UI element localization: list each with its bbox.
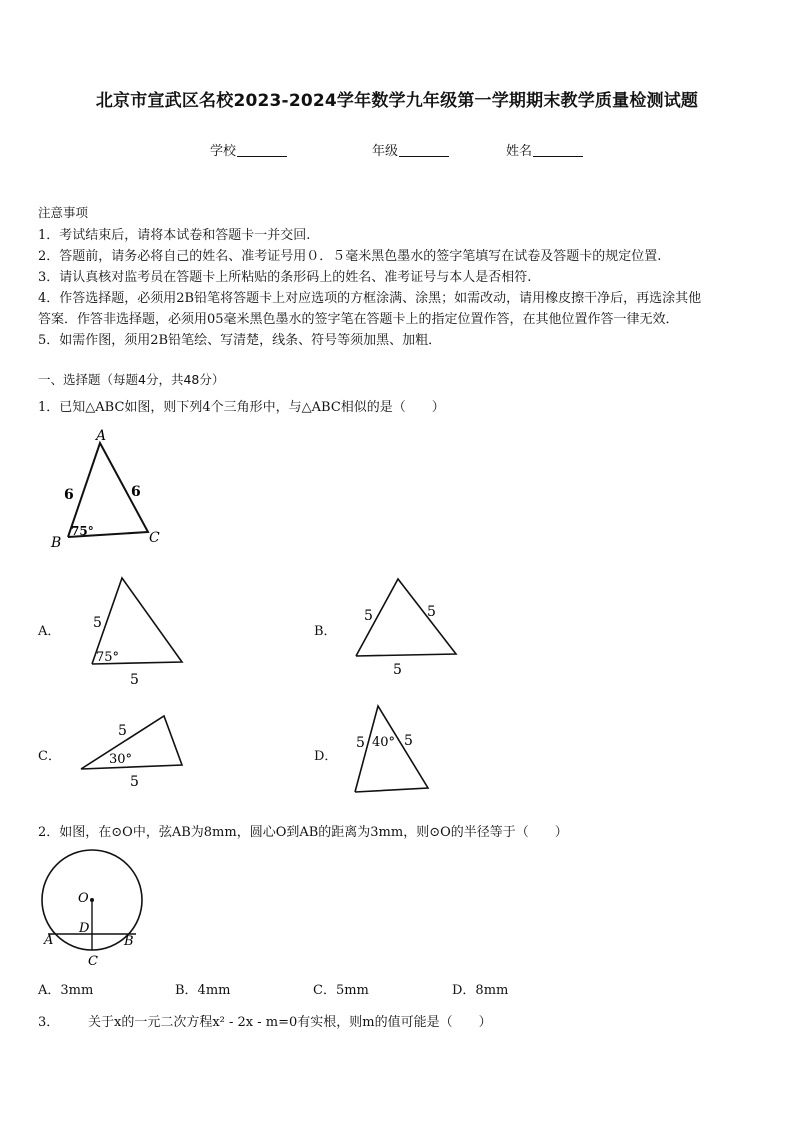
notice-item: 3．请认真核对监考员在答题卡上所粘贴的条形码上的姓名、准考证号与本人是否相符. <box>38 270 532 285</box>
grade-field <box>372 140 449 159</box>
option-d-left-side-label: 5 <box>356 735 365 751</box>
notice-item: 4．作答选择题，必须用2B铅笔将答题卡上对应选项的方框涂满、涂黑；如需改动，请用橡皮擦干净后，再选涂其他 <box>38 291 702 306</box>
option-a-triangle[interactable] <box>84 572 194 690</box>
notice-item: 答案．作答非选择题，必须用05毫米黑色墨水的签字笔在答题卡上的指定位置作答，在其他位置作答一律无效． <box>38 312 679 327</box>
option-b-left-side-label: 5 <box>364 608 373 624</box>
point-b-label: B <box>124 934 134 949</box>
notice-item: 1．考试结束后，请将本试卷和答题卡一并交回. <box>38 228 311 243</box>
grade-label: 年级 <box>372 144 399 159</box>
notice-heading: 注意事项 <box>38 205 89 220</box>
option-c-side-label: 5 <box>118 723 127 739</box>
option-c-triangle[interactable] <box>76 712 191 792</box>
grade-blank[interactable] <box>399 142 449 157</box>
vertex-a-label: A <box>96 428 107 444</box>
q2-option-b[interactable]: B．4mm <box>175 983 231 998</box>
option-c-angle-label: 30° <box>109 752 133 767</box>
side-ab-label: 6 <box>64 487 74 503</box>
name-field <box>506 140 583 159</box>
notice-item: 2．答题前，请务必将自己的姓名、准考证号用０．５毫米黑色墨水的签字笔填写在试卷及答题卡的规定位置. <box>38 249 662 264</box>
q2-option-a[interactable]: A．3mm <box>38 983 94 998</box>
option-d-angle-label: 40° <box>372 735 396 750</box>
notice-item: 5．如需作图，须用2B铅笔绘、写清楚，线条、符号等须加黑、加粗． <box>38 333 442 348</box>
option-d-right-side-label: 5 <box>404 733 413 749</box>
circle-figure <box>36 842 146 968</box>
question-2-text: 2．如图，在⊙O中，弦AB为8mm，圆心O到AB的距离为3mm，则⊙O的半径等于（ ） <box>38 825 568 840</box>
triangle-abc-figure <box>48 424 173 550</box>
point-a-label: A <box>44 933 54 948</box>
name-label: 姓名 <box>506 144 533 159</box>
angle-b-label: 75° <box>71 524 94 538</box>
section-heading: 一、选择题（每题4分，共48分） <box>38 372 225 387</box>
question-1-text: 1．已知△ABC如图，则下列4个三角形中，与△ABC相似的是（ ） <box>38 400 445 415</box>
name-blank[interactable] <box>533 142 583 157</box>
option-d-triangle[interactable] <box>348 700 438 798</box>
option-d-letter[interactable]: D． <box>314 749 338 764</box>
option-b-base-label: 5 <box>393 662 402 678</box>
school-label: 学校 <box>210 144 237 159</box>
point-d-label: D <box>79 921 90 936</box>
option-b-letter[interactable]: B． <box>314 624 337 639</box>
option-a-angle-label: 75° <box>96 650 120 665</box>
page-title: 北京市宣武区名校2023-2024学年数学九年级第一学期期末教学质量检测试题 <box>95 91 699 111</box>
school-blank[interactable] <box>237 142 287 157</box>
q2-option-d[interactable]: D．8mm <box>452 983 509 998</box>
student-info-row <box>0 140 794 160</box>
q2-option-c[interactable]: C．5mm <box>313 983 369 998</box>
option-b-triangle[interactable] <box>348 572 463 680</box>
point-c-label: C <box>88 954 98 968</box>
vertex-c-label: C <box>149 530 160 546</box>
center-o-label: O <box>78 891 89 906</box>
question-3-number: 3． <box>38 1015 60 1030</box>
option-a-side-label: 5 <box>93 615 102 631</box>
school-field <box>210 140 287 159</box>
option-b-right-side-label: 5 <box>427 604 436 620</box>
vertex-b-label: B <box>51 535 62 550</box>
question-3-text: 关于x的一元二次方程x² - 2x - m=0有实根，则m的值可能是（ ） <box>88 1015 492 1030</box>
side-ac-label: 6 <box>131 484 141 500</box>
option-c-letter[interactable]: C． <box>38 749 61 764</box>
option-a-letter[interactable]: A． <box>38 624 61 639</box>
option-c-base-label: 5 <box>130 774 139 790</box>
option-a-base-label: 5 <box>130 672 139 688</box>
